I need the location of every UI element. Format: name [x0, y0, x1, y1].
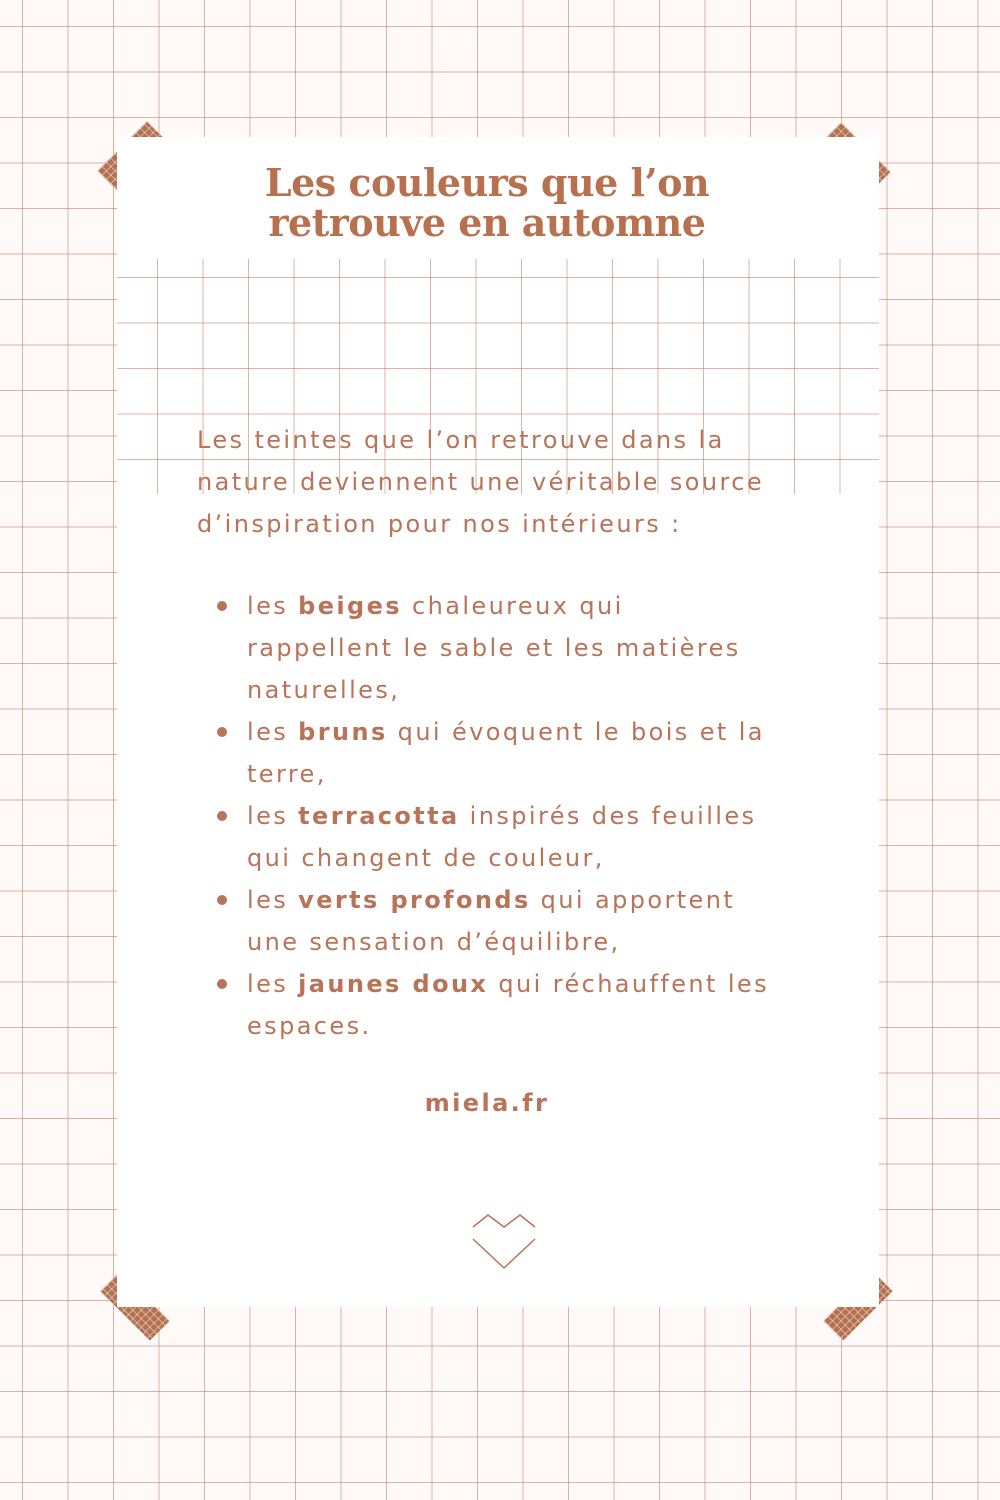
bullet-icon [217, 601, 227, 611]
content-card [117, 137, 879, 1307]
page-title [117, 160, 857, 245]
list-item [197, 963, 817, 1047]
bullet-icon [217, 979, 227, 989]
intro-line: nature deviennent une véritable source [197, 468, 764, 496]
item-line: naturelles, [247, 676, 401, 704]
item-line: une sensation d’équilibre, [247, 928, 621, 956]
item-line [247, 711, 817, 753]
item-prefix: les [247, 802, 299, 830]
item-text: qui évoquent le bois et la [387, 718, 765, 746]
color-list [197, 585, 817, 1047]
body-text [197, 419, 817, 1047]
color-name: terracotta [298, 802, 460, 830]
title-line: Les couleurs que l’on [264, 160, 710, 205]
item-line: terre, [247, 760, 327, 788]
website-link[interactable]: miela.fr [424, 1089, 550, 1117]
color-name: bruns [298, 718, 388, 746]
list-item [197, 711, 817, 795]
list-item [197, 879, 817, 963]
bullet-icon [217, 727, 227, 737]
item-line [247, 963, 817, 1005]
item-line [247, 879, 817, 921]
item-line: rappellent le sable et les matières [247, 634, 741, 662]
intro-line: Les teintes que l’on retrouve dans la [197, 426, 725, 454]
item-line [247, 795, 817, 837]
item-prefix: les [247, 886, 299, 914]
item-line: espaces. [247, 1012, 372, 1040]
item-prefix: les [247, 718, 299, 746]
intro-line: d’inspiration pour nos intérieurs : [197, 510, 682, 538]
item-text: inspirés des feuilles [459, 802, 757, 830]
item-prefix: les [247, 592, 299, 620]
color-name: jaunes doux [298, 970, 489, 998]
item-line: qui changent de couleur, [247, 844, 605, 872]
item-text: chaleureux qui [402, 592, 624, 620]
item-text: qui réchauffent les [488, 970, 769, 998]
color-name: beiges [298, 592, 402, 620]
item-text: qui apportent [530, 886, 736, 914]
bullet-icon [217, 895, 227, 905]
bullet-icon [217, 811, 227, 821]
list-item [197, 795, 817, 879]
heart-chevron-icon [469, 1209, 539, 1275]
item-line [247, 585, 817, 627]
item-prefix: les [247, 970, 299, 998]
intro-paragraph [197, 419, 817, 545]
title-band [117, 137, 879, 259]
list-item [197, 585, 817, 711]
color-name: verts profonds [298, 886, 531, 914]
title-line: retrouve en automne [268, 200, 706, 245]
